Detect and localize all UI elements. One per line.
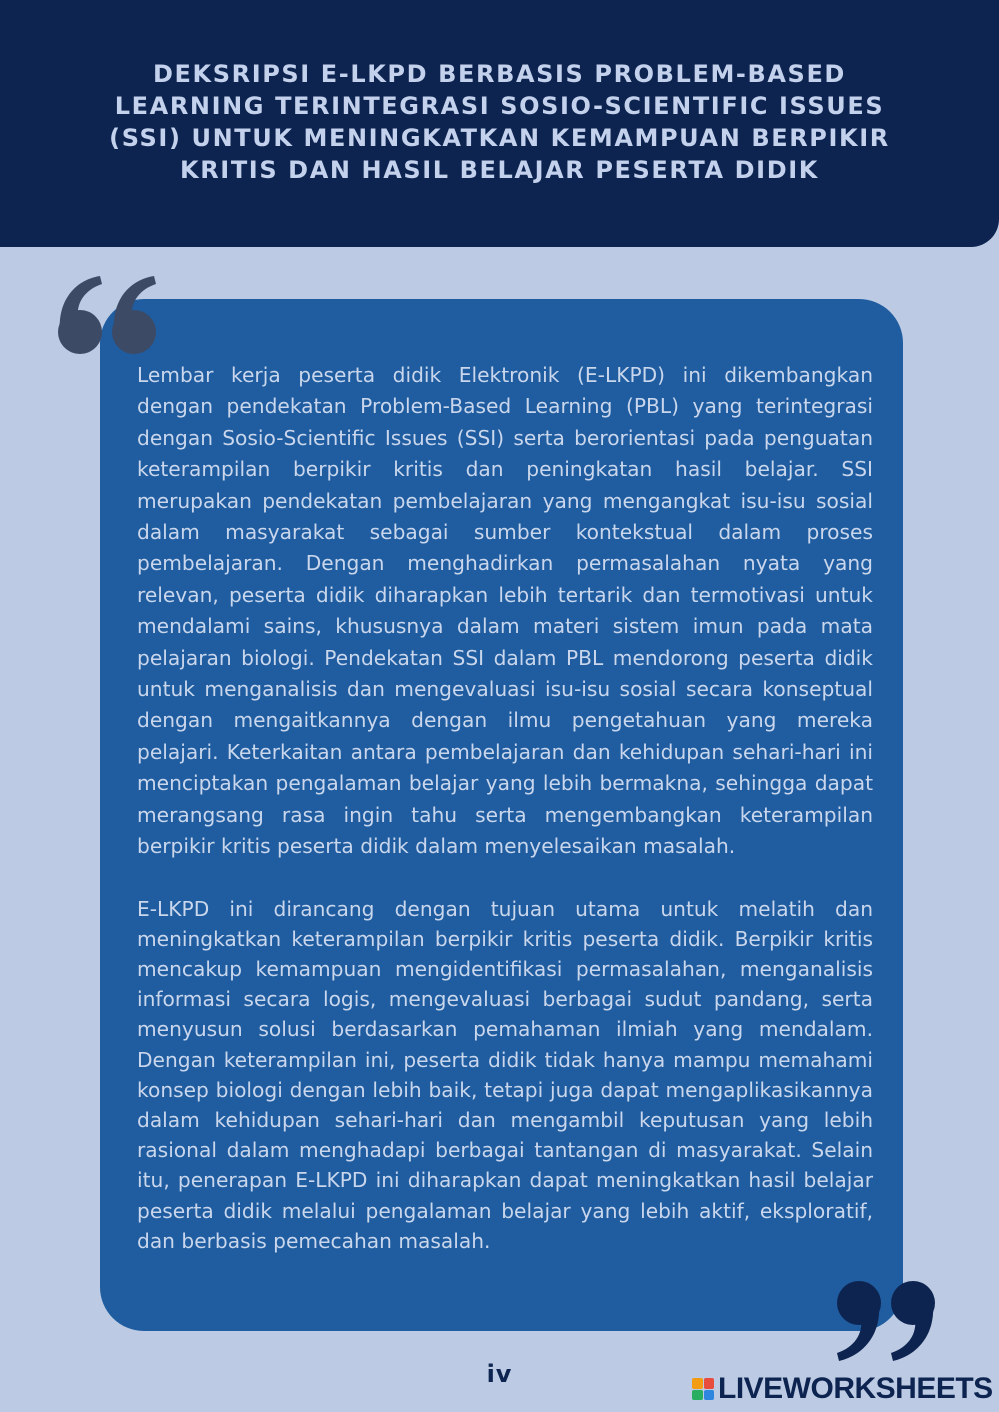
brand-name: LIVEWORKSHEETS [718,1372,993,1405]
page-number: iv [486,1360,513,1388]
description-body [137,360,873,1256]
liveworksheets-logo-icon [692,1378,714,1400]
page-title: DEKSRIPSI E-LKPD BERBASIS PROBLEM-BASED LEARNING TERINTEGRASI SOSIO-SCIENTIFIC ISSUES (SSI) UNTUK MENINGKATKAN KEMAMPUAN BERPIKIR KRITIS DAN HASIL BELAJAR PESERTA DIDIK [109,59,890,184]
paragraph-2: E-LKPD ini dirancang dengan tujuan utama untuk melatih dan meningkatkan keterampilan berpikir kritis peserta didik. Berpikir kritis mencakup kemampuan mengidentifikasi permasalahan, menganalisis informasi secara logis, mengevaluasi berbagai sudut pandang, serta menyusun solusi berdasarkan pemahaman ilmiah yang mendalam. Dengan keterampilan ini, peserta didik tidak hanya mampu memahami konsep biologi dengan lebih baik, tetapi juga dapat mengaplikasikannya dalam kehidupan sehari-hari dan mengambil keputusan yang lebih rasional dalam menghadapi berbagai tantangan di masyarakat. Selain itu, penerapan E-LKPD ini diharapkan dapat meningkatkan hasil belajar peserta didik melalui pengalaman belajar yang lebih aktif, eksploratif, dan berbasis pemecahan masalah. [137,896,873,1253]
right-double-quote-icon [829,1275,939,1365]
header-banner [0,0,999,247]
paragraph-1: Lembar kerja peserta didik Elektronik (E-LKPD) ini dikembangkan dengan pendekatan Problem-Based Learning (PBL) yang terintegrasi dengan Sosio-Scientific Issues (SSI) serta berorientasi pada penguatan keterampilan berpikir kritis dan peningkatan hasil belajar. SSI merupakan pendekatan pembelajaran yang mengangkat isu-isu sosial dalam masyarakat sebagai sumber kontekstual dalam proses pembelajaran. Dengan menghadirkan permasalahan nyata yang relevan, peserta didik diharapkan lebih tertarik dan termotivasi untuk mendalami sains, khususnya dalam materi sistem imun pada mata pelajaran biologi. Pendekatan SSI dalam PBL mendorong peserta didik untuk menganalisis dan mengevaluasi isu-isu sosial secara konseptual dengan mengaitkannya dengan ilmu pengetahuan yang mereka pelajari. Keterkaitan antara pembelajaran dan kehidupan sehari-hari ini menciptakan pengalaman belajar yang lebih bermakna, sehingga dapat merangsang rasa ingin tahu serta mengembangkan keterampilan berpikir kritis peserta didik dalam menyelesaikan masalah. [137,363,873,859]
liveworksheets-brand[interactable] [692,1372,993,1406]
left-double-quote-icon [54,272,164,362]
